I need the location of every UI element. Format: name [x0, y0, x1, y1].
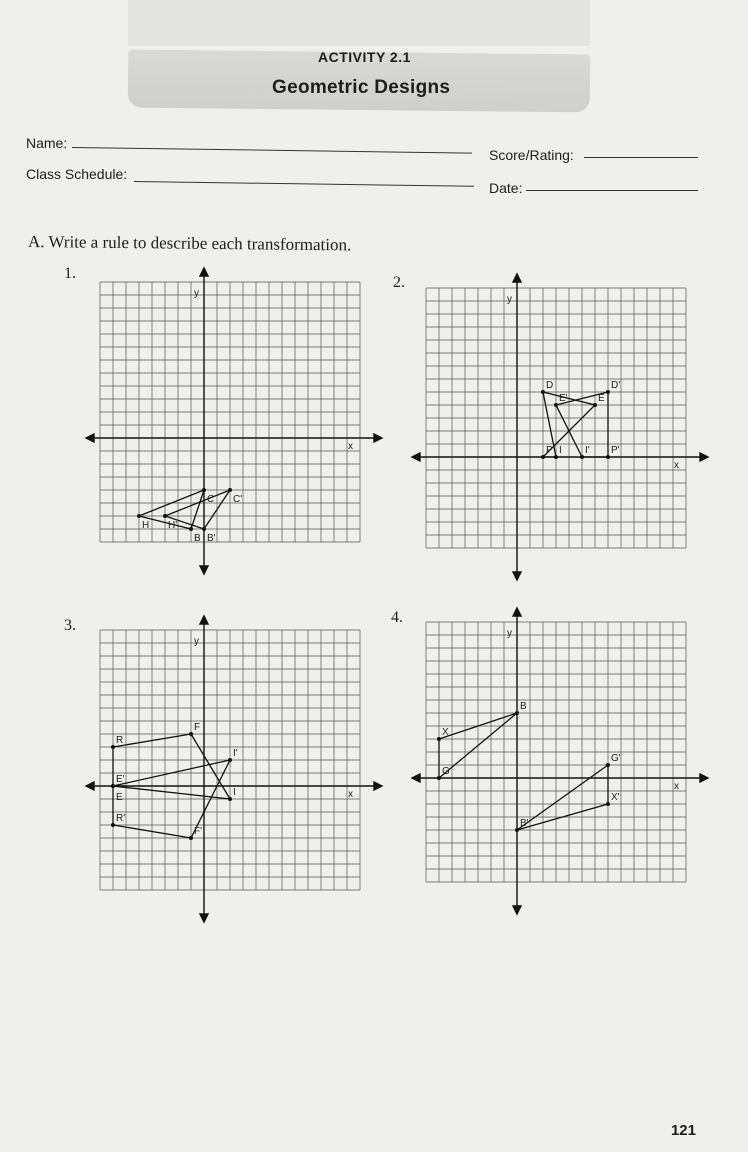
vertex-dot	[202, 488, 206, 492]
vertex-label: B'	[207, 533, 216, 544]
vertex-dot	[554, 403, 558, 407]
vertex-label: G'	[611, 753, 621, 764]
vertex-label: H'	[168, 520, 178, 531]
y-axis-arrow-down	[200, 566, 208, 574]
x-axis-arrow-left	[412, 453, 420, 461]
vertex-label: C	[207, 494, 215, 505]
vertex-dot	[111, 823, 115, 827]
vertex-label: E'	[559, 393, 568, 404]
axes	[412, 274, 708, 580]
vertex-dot	[515, 828, 519, 832]
y-axis-arrow-down	[200, 914, 208, 922]
x-axis-arrow-left	[86, 782, 94, 790]
figure-image	[517, 765, 608, 830]
vertex-label: X'	[611, 792, 620, 803]
vertex-dot	[189, 836, 193, 840]
problem-2-number: 2.	[393, 274, 405, 291]
vertex-label: G	[442, 766, 450, 777]
vertex-dot	[437, 776, 441, 780]
vertex-label: B	[520, 701, 527, 712]
graph-4-svg	[410, 606, 710, 916]
problem-3-number: 3.	[64, 617, 76, 634]
vertex-dot	[593, 403, 597, 407]
vertex-dot	[228, 488, 232, 492]
y-axis-arrow-up	[513, 274, 521, 282]
vertex-label: E	[116, 792, 123, 803]
vertex-label: I	[233, 787, 236, 798]
vertex-label: E'	[116, 774, 125, 785]
x-axis-label: x	[674, 460, 679, 471]
vertex-dot	[580, 455, 584, 459]
x-axis-arrow-left	[412, 774, 420, 782]
vertex-dot	[228, 758, 232, 762]
y-axis-label: y	[507, 628, 512, 639]
vertex-dot	[437, 737, 441, 741]
vertex-label: F	[194, 722, 201, 733]
problem-4-number: 4.	[391, 609, 403, 626]
vertex-dot	[515, 711, 519, 715]
grid-lines	[426, 622, 686, 882]
vertex-label: P	[546, 445, 553, 456]
axes	[86, 616, 382, 922]
y-axis-arrow-down	[513, 572, 521, 580]
x-axis-arrow-right	[374, 782, 382, 790]
graph-1-svg	[84, 266, 384, 576]
y-axis-arrow-up	[200, 268, 208, 276]
vertex-label: I'	[233, 748, 238, 759]
vertex-dot	[202, 527, 206, 531]
vertex-dot	[189, 732, 193, 736]
vertex-dot	[554, 455, 558, 459]
section-instruction: A. Write a rule to describe each transformation.	[27, 232, 352, 255]
y-axis-arrow-up	[200, 616, 208, 624]
vertex-dot	[541, 455, 545, 459]
coordinate-grid-2	[410, 272, 710, 582]
vertex-dot	[111, 784, 115, 788]
header-shade	[128, 0, 590, 46]
vertex-dot	[541, 390, 545, 394]
vertex-label: C'	[233, 494, 243, 505]
page-number: 121	[670, 1122, 696, 1139]
x-axis-label: x	[348, 789, 353, 800]
figure-preimage	[113, 734, 230, 799]
vertex-dot	[228, 797, 232, 801]
vertex-label: R'	[116, 813, 126, 824]
x-axis-label: x	[348, 441, 353, 452]
date-label: Date:	[489, 180, 523, 196]
vertex-dot	[163, 514, 167, 518]
y-axis-label: y	[194, 288, 199, 299]
problem-1-number: 1.	[64, 265, 76, 282]
vertex-dot	[606, 390, 610, 394]
vertex-label: I	[559, 445, 562, 456]
score-rating-label: Score/Rating:	[489, 147, 574, 163]
activity-label: ACTIVITY 2.1	[318, 49, 411, 65]
graph-2-svg	[410, 272, 710, 582]
vertex-dot	[111, 745, 115, 749]
class-schedule-label: Class Schedule:	[26, 166, 128, 182]
vertex-label: F'	[194, 826, 203, 837]
vertex-label: X	[442, 727, 449, 738]
name-label: Name:	[26, 135, 68, 151]
vertex-dot	[189, 527, 193, 531]
y-axis-label: y	[507, 294, 512, 305]
x-axis-arrow-right	[374, 434, 382, 442]
vertex-dot	[606, 802, 610, 806]
vertex-label: D	[546, 380, 554, 391]
x-axis-arrow-left	[86, 434, 94, 442]
vertex-label: P'	[611, 445, 620, 456]
grid-lines	[100, 282, 360, 542]
x-axis-arrow-right	[700, 453, 708, 461]
y-axis-arrow-down	[513, 906, 521, 914]
x-axis-label: x	[674, 781, 679, 792]
score-rating-field[interactable]	[584, 157, 698, 158]
vertex-label: B	[194, 533, 201, 544]
class-schedule-field[interactable]	[134, 181, 474, 187]
axes	[86, 268, 382, 574]
vertex-dot	[606, 455, 610, 459]
page-title: Geometric Designs	[272, 77, 451, 98]
coordinate-grid-3	[84, 614, 384, 924]
vertex-label: B'	[520, 818, 529, 829]
vertex-dot	[606, 763, 610, 767]
vertex-label: H	[142, 520, 150, 531]
x-axis-arrow-right	[700, 774, 708, 782]
axes	[412, 608, 708, 914]
grid-lines	[426, 288, 686, 548]
date-field[interactable]	[526, 190, 698, 191]
vertex-label: R	[116, 735, 124, 746]
coordinate-grid-4	[410, 606, 710, 916]
y-axis-label: y	[194, 636, 199, 647]
y-axis-arrow-up	[513, 608, 521, 616]
coordinate-grid-1	[84, 266, 384, 576]
name-field[interactable]	[72, 147, 472, 154]
vertex-label: D'	[611, 380, 621, 391]
graph-3-svg	[84, 614, 384, 924]
vertex-label: E	[598, 393, 605, 404]
vertex-dot	[137, 514, 141, 518]
vertex-label: I'	[585, 445, 590, 456]
